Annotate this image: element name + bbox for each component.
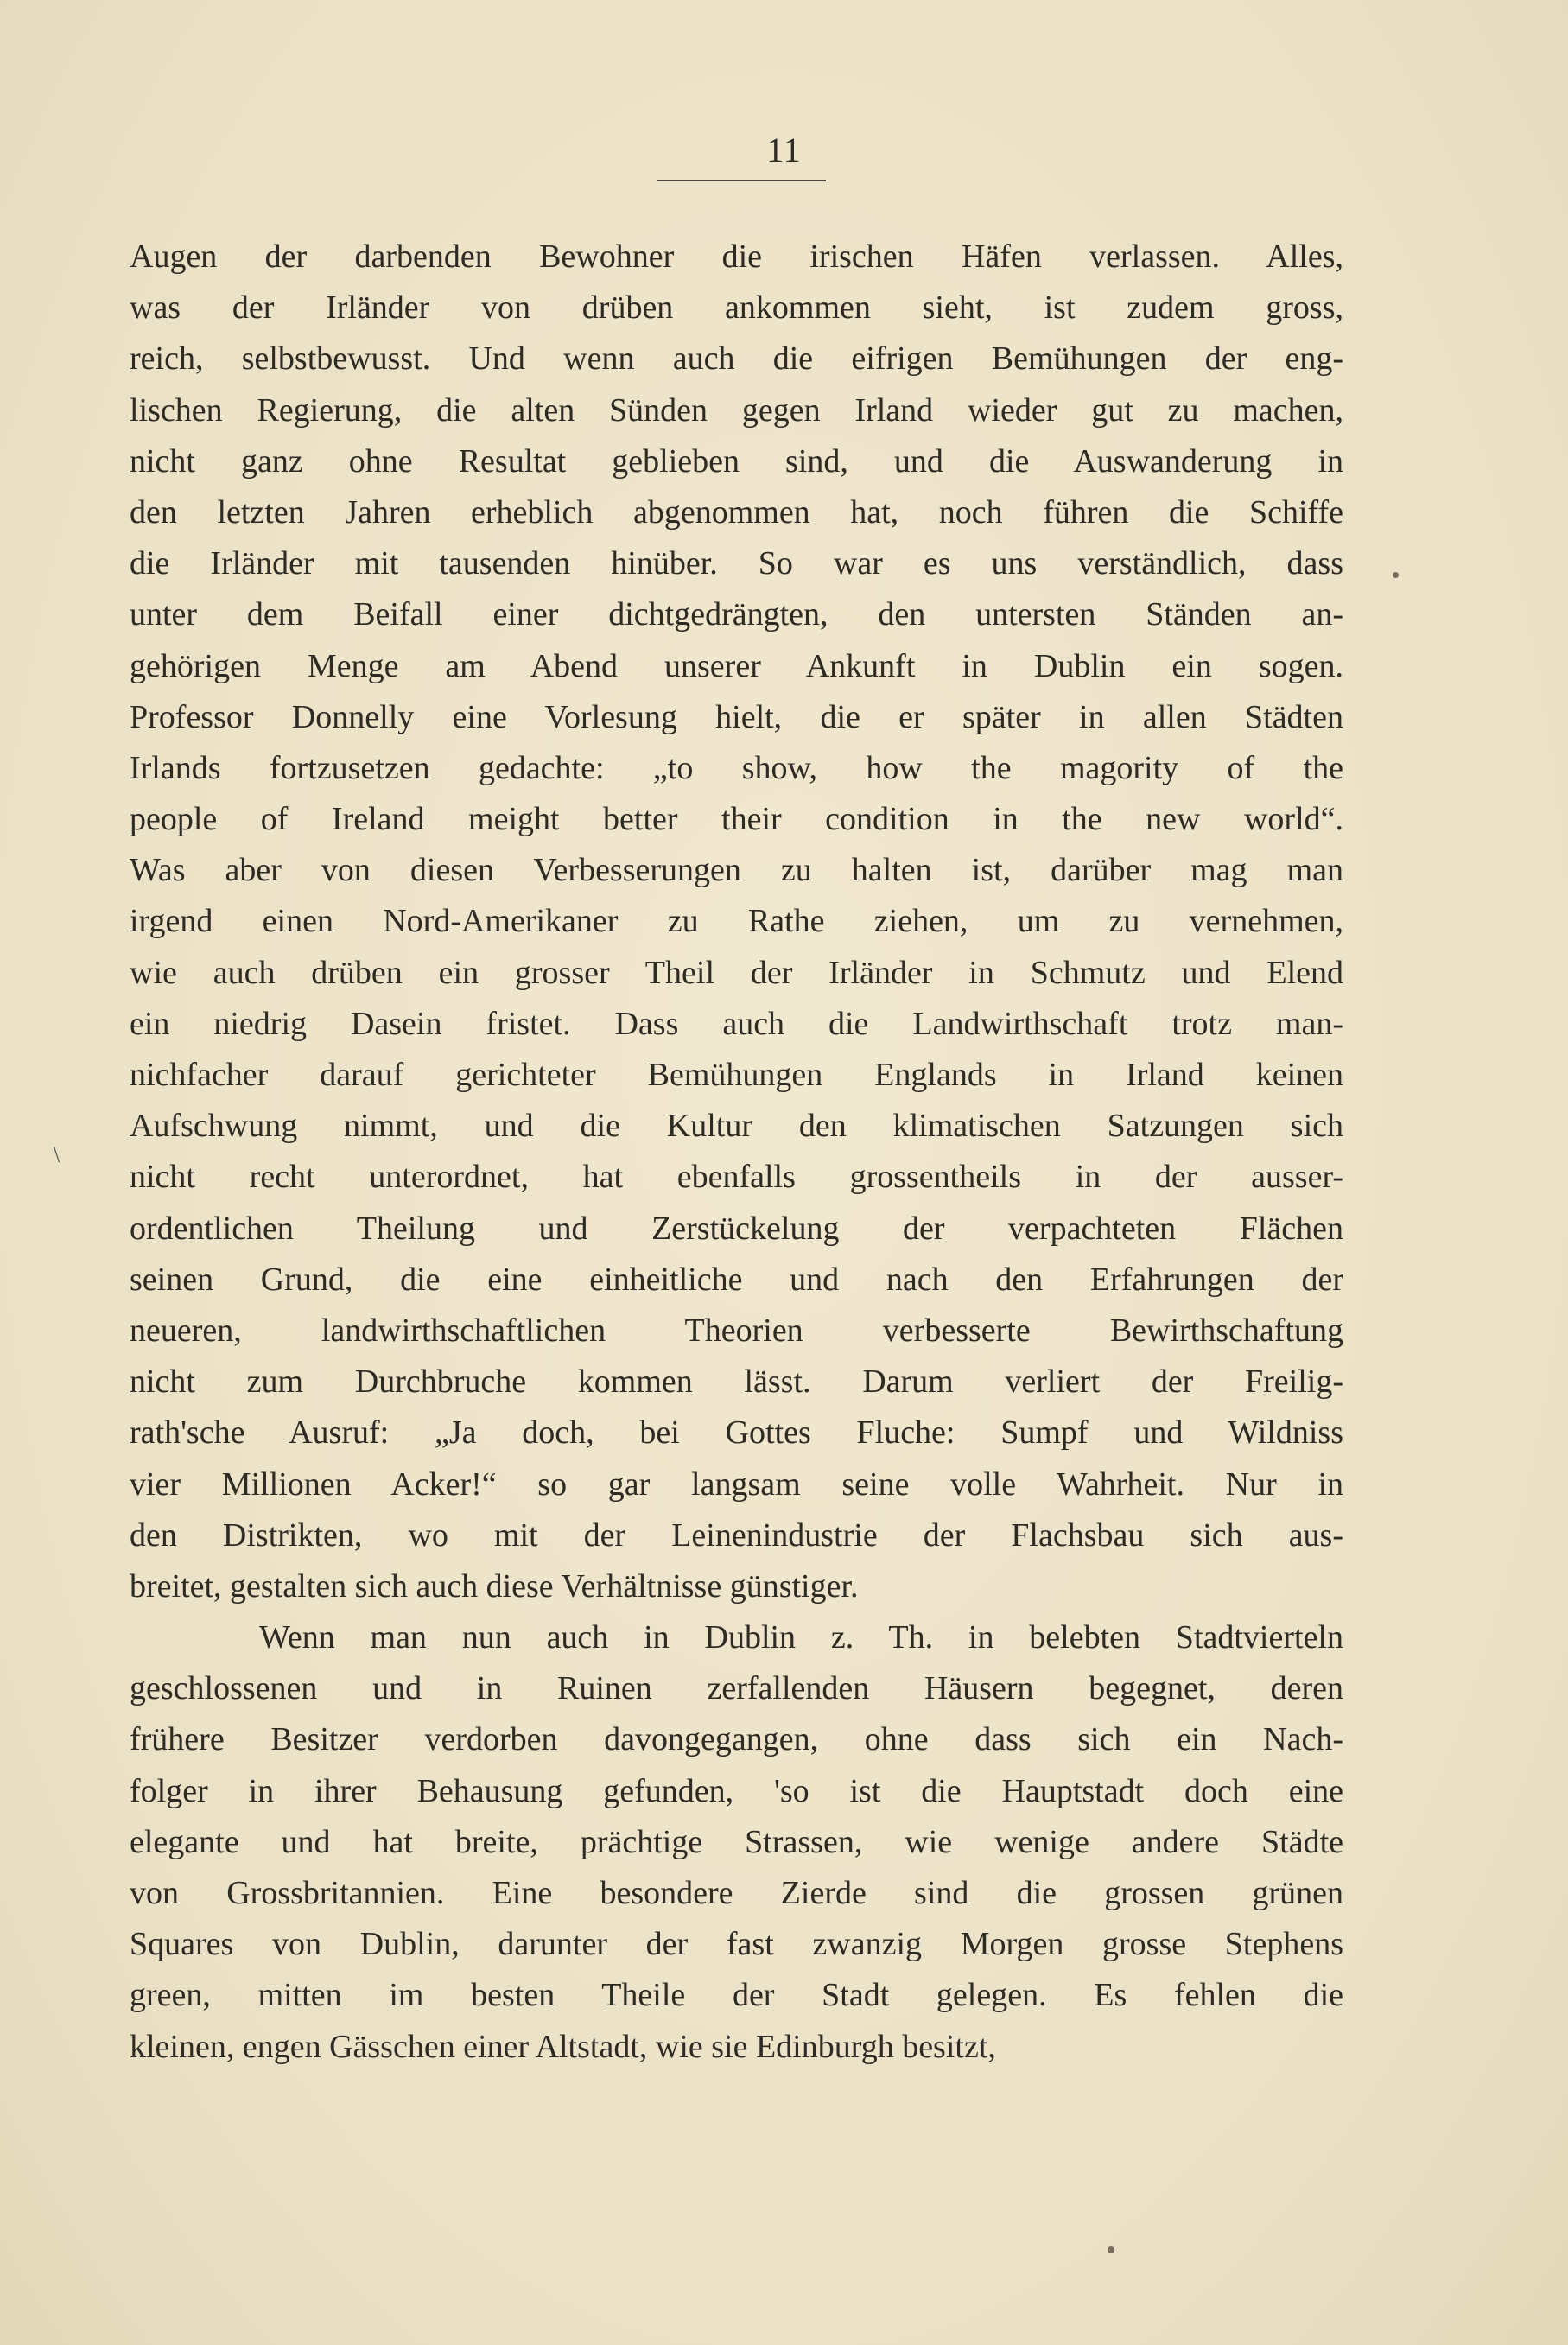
margin-mark: \ bbox=[54, 1142, 60, 1167]
text-line: den Distrikten, wo mit der Leinenindustrie der Flachsbau sich aus- bbox=[130, 1516, 1343, 1554]
text-line: gehörigen Menge am Abend unserer Ankunft in Dublin ein sogen. bbox=[130, 647, 1343, 684]
text-line: Wenn man nun auch in Dublin z. Th. in belebten Stadtvierteln bbox=[259, 1619, 1343, 1656]
paper-speck bbox=[1108, 2246, 1114, 2253]
text-line: wie auch drüben ein grosser Theil der Irländer in Schmutz und Elend bbox=[130, 954, 1343, 991]
text-line: vier Millionen Acker!“ so gar langsam seine volle Wahrheit. Nur in bbox=[130, 1465, 1343, 1503]
header-rule bbox=[657, 180, 826, 181]
text-line: was der Irländer von drüben ankommen sieht, ist zudem gross, bbox=[130, 289, 1343, 327]
text-line: irgend einen Nord-Amerikaner zu Rathe ziehen, um zu vernehmen, bbox=[130, 903, 1343, 940]
text-line: nichfacher darauf gerichteter Bemühungen Englands in Irland keinen bbox=[130, 1057, 1343, 1093]
body-text bbox=[130, 232, 1343, 2073]
text-line: Squares von Dublin, darunter der fast zwanzig Morgen grosse Stephens bbox=[130, 1926, 1343, 1963]
text-line: frühere Besitzer verdorben davongegangen, ohne dass sich ein Nach- bbox=[130, 1721, 1343, 1758]
text-line: Professor Donnelly eine Vorlesung hielt, die er später in allen Städten bbox=[130, 698, 1343, 735]
text-line: nicht recht unterordnet, hat ebenfalls grossentheils in der ausser- bbox=[130, 1159, 1343, 1196]
text-line: green, mitten im besten Theile der Stadt gelegen. Es fehlen die bbox=[130, 1977, 1343, 2014]
text-line: reich, selbstbewusst. Und wenn auch die eifrigen Bemühungen der eng- bbox=[130, 340, 1343, 378]
text-line: lischen Regierung, die alten Sünden gegen Irland wieder gut zu machen, bbox=[130, 391, 1343, 429]
text-line: neueren, landwirthschaftlichen Theorien verbesserte Bewirthschaftung bbox=[130, 1312, 1343, 1349]
text-line: Irlands fortzusetzen gedachte: „to show, how the magority of the bbox=[130, 749, 1343, 786]
page-number: 11 bbox=[766, 130, 802, 169]
text-line: ein niedrig Dasein fristet. Dass auch die Landwirthschaft trotz man- bbox=[130, 1005, 1343, 1042]
paragraph bbox=[130, 1612, 1343, 2073]
text-line: nicht zum Durchbruche kommen lässt. Darum verliert der Freilig- bbox=[130, 1363, 1343, 1401]
text-line: ordentlichen Theilung und Zerstückelung der verpachteten Flächen bbox=[130, 1210, 1343, 1247]
text-line: den letzten Jahren erheblich abgenommen hat, noch führen die Schiffe bbox=[130, 493, 1343, 531]
text-line: people of Ireland meight better their condition in the new world“. bbox=[130, 801, 1343, 838]
text-line: Augen der darbenden Bewohner die irischen Häfen verlassen. Alles, bbox=[130, 238, 1343, 275]
text-line: die Irländer mit tausenden hinüber. So war es uns verständlich, dass bbox=[130, 545, 1343, 582]
text-line: seinen Grund, die eine einheitliche und nach den Erfahrungen der bbox=[130, 1261, 1343, 1298]
paper-speck bbox=[1393, 572, 1399, 578]
text-line: Aufschwung nimmt, und die Kultur den klimatischen Satzungen sich bbox=[130, 1108, 1343, 1145]
text-line: nicht ganz ohne Resultat geblieben sind, und die Auswanderung in bbox=[130, 442, 1343, 480]
text-line: von Grossbritannien. Eine besondere Zierde sind die grossen grünen bbox=[130, 1875, 1343, 1911]
text-line: kleinen, engen Gässchen einer Altstadt, wie sie Edinburgh besitzt, bbox=[130, 2028, 996, 2065]
text-line: folger in ihrer Behausung gefunden, 'so ist die Hauptstadt doch eine bbox=[130, 1772, 1343, 1809]
text-line: elegante und hat breite, prächtige Strassen, wie wenige andere Städte bbox=[130, 1823, 1343, 1860]
paragraph bbox=[130, 232, 1343, 1612]
text-line: Was aber von diesen Verbesserungen zu halten ist, darüber mag man bbox=[130, 852, 1343, 889]
text-line: unter dem Beifall einer dichtgedrängten, den untersten Ständen an- bbox=[130, 596, 1343, 633]
text-line: breitet, gestalten sich auch diese Verhältnisse günstiger. bbox=[130, 1567, 859, 1605]
text-line: rath'sche Ausruf: „Ja doch, bei Gottes Fluche: Sumpf und Wildniss bbox=[130, 1414, 1343, 1452]
text-line: geschlossenen und in Ruinen zerfallenden Häusern begegnet, deren bbox=[130, 1670, 1343, 1707]
